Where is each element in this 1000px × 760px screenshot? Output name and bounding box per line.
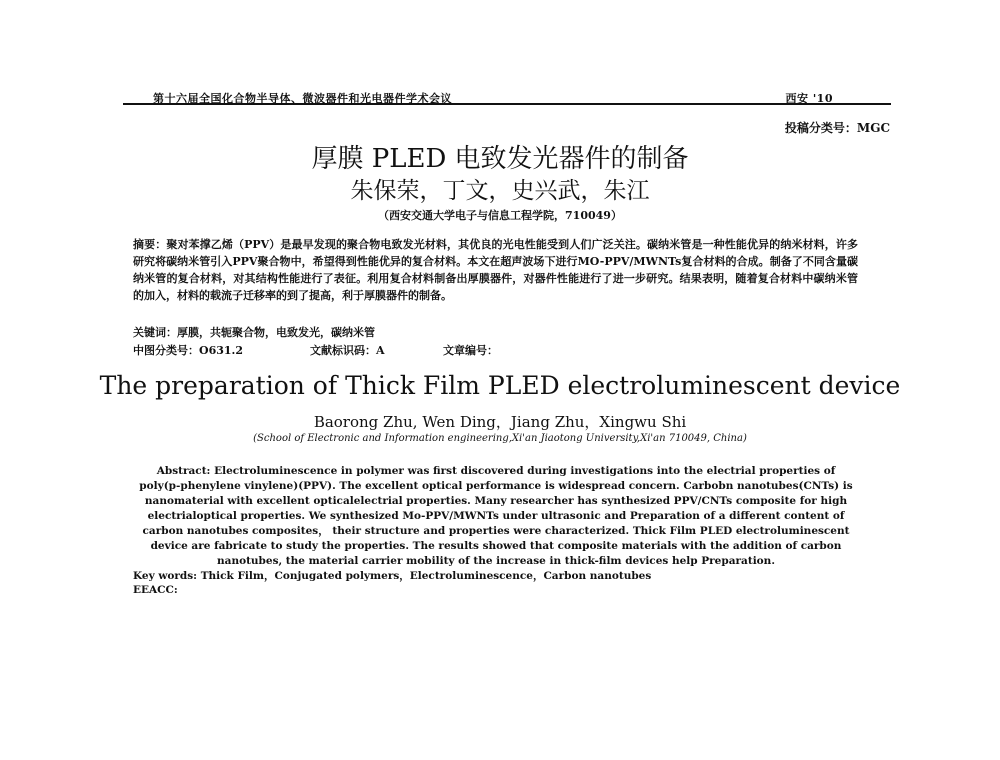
- submission-class-number: 投稿分类号：MGC: [784, 121, 890, 135]
- clc-number: 中图分类号：O631.2: [133, 344, 244, 357]
- conference-location-year: 西安 '10: [785, 92, 833, 105]
- english-abstract: Abstract: Electroluminescence in polymer was first discovered during investigations into the electrial properties of poly(p-phenylene vinylene)(PPV). The excellent optical performance is widespread concern. Carbobn nanotubes(CNTs) is nanomaterial with excellent opticalelectrial properties. Many researcher has synthesized PPV/CNTs composite for high electrialoptical properties. We synthesized Mo-PPV/MWNTs under ultrasonic and Preparation of a different content of carbon nanotubes composites， their structure and properties were characterized. Thick Film PLED electroluminescent device are fabricate to study the properties. The results showed that composite materials with the addition of carbon nanotubes, the material carrier mobility of the increase in thick-film devices help Preparation.: [139, 465, 853, 567]
- chinese-abstract: 摘要：聚对苯撑乙烯（PPV）是最早发现的聚合物电致发光材料，其优良的光电性能受到人们广泛关注。碳纳米管是一种性能优异的纳米材料，许多研究将碳纳米管引入PPV聚合物中，希望得到性能优异的复合材料。本文在超声波场下进行MO-PPV/MWNTs复合材料的合成。制备了不同含量碳纳米管的复合材料，对其结构性能进行了表征。利用复合材料制备出厚膜器件，对器件性能进行了进一步研究。结果表明，随着复合材料中碳纳米管的加入，材料的载流子迁移率的到了提高，利于厚膜器件的制备。: [133, 238, 858, 302]
- header-rule: [123, 103, 891, 105]
- eeacc-label: EEACC:: [133, 584, 178, 596]
- chinese-affiliation: （西安交通大学电子与信息工程学院，710049）: [378, 209, 622, 222]
- document-code: 文献标识码：A: [310, 344, 385, 357]
- chinese-keywords: 关键词：厚膜，共轭聚合物，电致发光，碳纳米管: [133, 326, 375, 339]
- english-affiliation: (School of Electronic and Information engineering,Xi'an Jiaotong University,Xi'an 710049, China): [253, 433, 747, 444]
- chinese-authors: 朱保荣，丁文，史兴武，朱江: [350, 178, 650, 204]
- english-authors: Baorong Zhu, Wen Ding，Jiang Zhu，Xingwu Shi: [313, 413, 687, 431]
- english-keywords: Key words: Thick Film，Conjugated polymers，Electroluminescence，Carbon nanotubes: [133, 570, 652, 582]
- chinese-title: 厚膜 PLED 电致发光器件的制备: [311, 144, 689, 174]
- english-title: The preparation of Thick Film PLED electroluminescent device: [99, 371, 901, 400]
- article-number: 文章编号：: [443, 344, 498, 357]
- conference-name: 第十六届全国化合物半导体、微波器件和光电器件学术会议: [153, 92, 452, 105]
